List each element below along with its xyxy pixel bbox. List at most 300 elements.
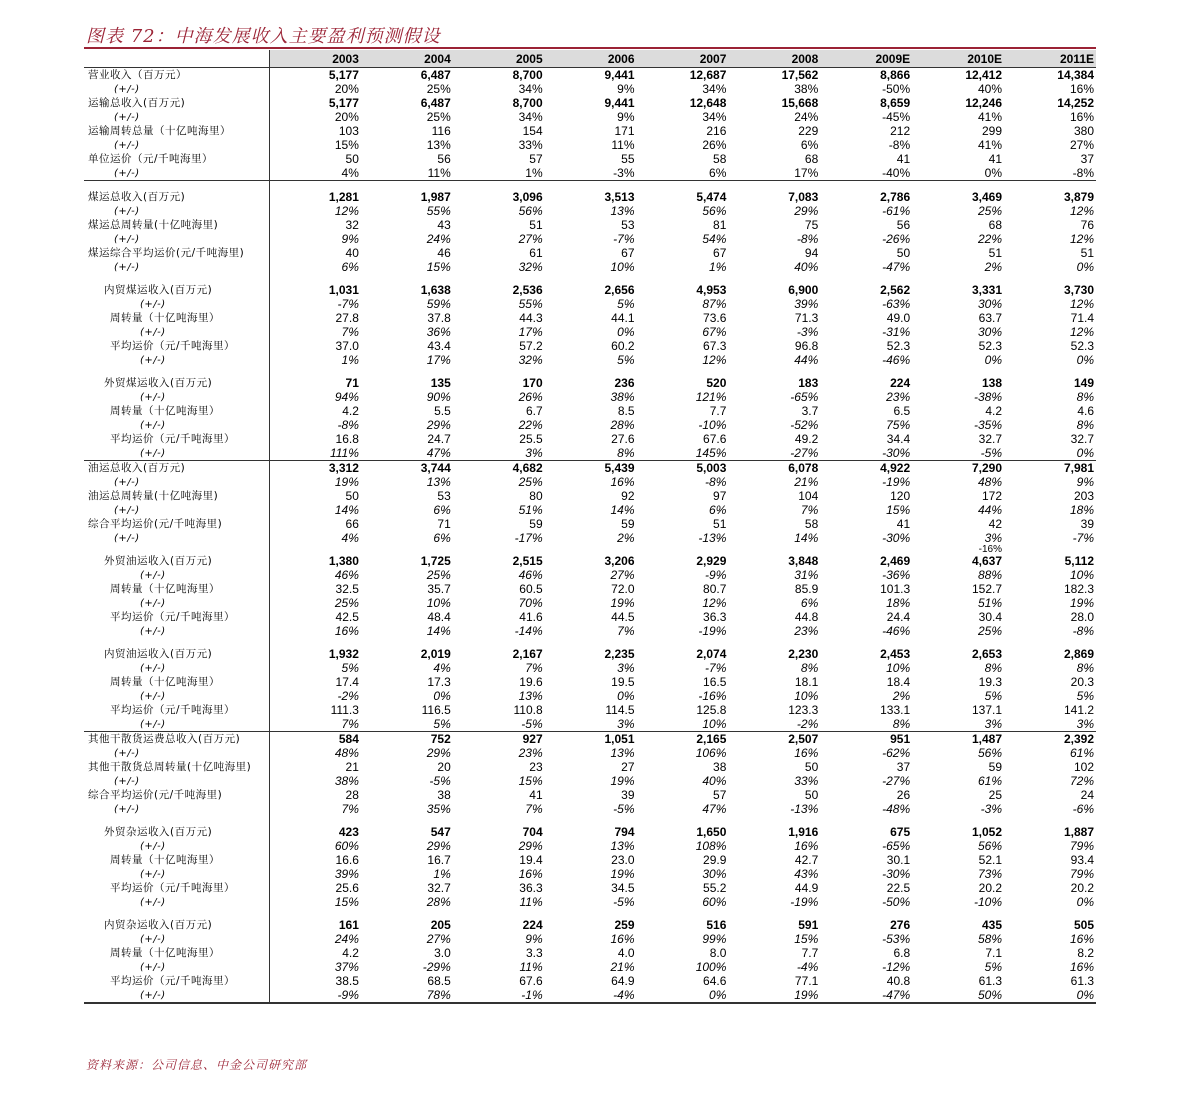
value-cell: 37.0 [335,338,359,353]
value-cell: 224 [522,917,543,932]
row-label: (+/-) [84,988,269,1003]
row-label: (+/-) [84,932,269,946]
value-cell: 7.7 [709,403,727,418]
value-cell: 5% [617,296,635,311]
value-cell: 41 [529,787,543,802]
value-cell: 3.3 [525,945,543,960]
value-cell [453,545,545,554]
value-cell: 106% [695,745,727,760]
spacer-row [84,545,1096,554]
value-cell: 39 [1080,516,1094,531]
value-cell: 36.3 [703,609,727,624]
table-row [84,839,1096,853]
row-label: 煤运总收入(百万元) [84,190,269,204]
value-cell: 24% [334,931,359,946]
value-cell: 36.3 [519,880,543,895]
value-cell: 2% [617,530,635,545]
value-cell: 6% [433,530,451,545]
row-label: 周转量（十亿吨海里） [84,853,269,867]
value-cell: 30.1 [886,852,911,867]
table-row [84,825,1096,839]
value-cell: -13% [698,530,727,545]
table-row [84,232,1096,246]
value-cell: 87% [702,296,727,311]
row-label [84,638,269,647]
value-cell: 34% [702,81,727,96]
value-cell: -12% [882,959,911,974]
value-cell: 12% [1069,296,1094,311]
table-row [84,218,1096,232]
row-label: 平均运价（元/千吨海里） [84,703,269,717]
value-cell: 380 [1073,123,1094,138]
value-cell: 25% [334,595,359,610]
value-cell: 17% [728,166,820,181]
value-cell: 50 [804,759,819,774]
value-cell: 5% [984,959,1003,974]
value-cell: 17.3 [427,674,451,689]
table-row [84,503,1096,517]
value-cell: 41 [988,151,1003,166]
value-cell: 6,900 [788,282,819,297]
value-cell: -5% [613,801,635,816]
value-cell: 171 [614,123,635,138]
row-label: (+/-) [84,110,269,124]
value-cell: 3,206 [604,553,635,568]
value-cell: 51 [529,217,543,232]
value-cell: 25% [426,81,451,96]
table-row [84,624,1096,638]
value-cell: 145% [637,446,729,461]
table-header-row [84,50,1096,68]
value-cell: 2,453 [880,646,911,661]
value-cell: 8.0 [709,945,727,960]
row-label: (+/-) [84,475,269,489]
value-cell: 60% [334,838,359,853]
value-cell: 12% [1069,231,1094,246]
table-row [84,325,1096,339]
value-cell: 27 [621,759,635,774]
value-cell: -27% [728,446,820,461]
value-cell: 38% [334,773,359,788]
value-cell: 13% [426,474,451,489]
value-cell: 111% [269,446,361,461]
value-cell [1004,638,1096,647]
value-cell [820,638,912,647]
value-cell: 2,235 [604,646,635,661]
row-label: (+/-) [84,260,269,274]
table-row [84,582,1096,596]
value-cell: 75 [804,217,819,232]
value-cell: 15% [886,502,911,517]
row-label: (+/-) [84,867,269,881]
value-cell: 1,638 [420,282,451,297]
value-cell: 76 [1080,217,1094,232]
value-cell: 55 [621,151,635,166]
value-cell: 2,074 [696,646,727,661]
value-cell: 205 [430,917,451,932]
value-cell: 40% [977,81,1003,96]
value-cell [912,638,1004,647]
value-cell: 17,562 [781,67,819,82]
value-cell: 11% [519,894,543,909]
value-cell: -16% [698,688,727,703]
value-cell: 16% [794,838,819,853]
value-cell: 9% [617,109,635,124]
value-cell: -52% [790,417,819,432]
value-cell: -7% [1072,530,1094,545]
value-cell: 80.7 [703,581,727,596]
spacer-row [84,909,1096,918]
value-cell: 12% [702,352,727,367]
value-cell [820,909,912,918]
table-row [84,732,1096,747]
value-cell: 224 [890,375,911,390]
value-cell: -5% [912,446,1004,461]
value-cell: 44% [977,502,1003,517]
value-cell: 25% [426,567,451,582]
value-cell: 23% [886,389,911,404]
value-cell: 27.6 [611,431,635,446]
value-cell: 63.7 [978,310,1003,325]
table-row [84,353,1096,367]
value-cell: 4,922 [880,460,911,475]
value-cell: 8% [800,660,819,675]
row-label: (+/-) [84,746,269,760]
value-cell: 26% [702,137,727,152]
table-row [84,788,1096,802]
value-cell: 3,848 [788,553,819,568]
value-cell: 67 [621,245,635,260]
value-cell: 3,096 [512,189,543,204]
table-row [84,110,1096,124]
value-cell: 51% [977,595,1003,610]
value-cell [728,816,820,825]
value-cell: 3.7 [801,403,819,418]
value-cell: 7% [617,623,635,638]
row-label: 平均运价（元/千吨海里） [84,974,269,988]
value-cell: 138 [981,375,1003,390]
row-label: (+/-) [84,839,269,853]
row-label: 内贸煤运收入(百万元) [84,283,269,297]
value-cell: 6.7 [525,403,543,418]
value-cell: 28% [426,894,451,909]
table-row [84,68,1096,83]
row-label: (+/-) [84,166,269,181]
value-cell [361,181,453,191]
value-cell: -47% [882,259,911,274]
value-cell: 1,052 [971,824,1003,839]
table-row [84,432,1096,446]
value-cell: -5% [613,894,635,909]
value-cell: 16% [1069,959,1094,974]
spacer-row [84,181,1096,191]
value-cell: 216 [706,123,727,138]
value-cell: 20% [334,81,359,96]
value-cell: 56% [977,838,1003,853]
row-label [84,909,269,918]
value-cell: 12% [334,203,359,218]
value-cell [453,909,545,918]
value-cell: 3,312 [328,460,359,475]
value-cell: 32.7 [978,431,1003,446]
value-cell [1004,274,1096,283]
table-row [84,204,1096,218]
value-cell: 57 [529,151,543,166]
value-cell: 53 [437,488,451,503]
value-cell: 16.7 [427,852,451,867]
value-cell: 90% [426,389,451,404]
value-cell: 4.6 [1077,403,1094,418]
value-cell: 60% [702,894,727,909]
value-cell: 61.3 [978,973,1003,988]
value-cell [545,181,637,191]
value-cell [1004,181,1096,191]
value-cell [545,545,637,554]
table-row [84,376,1096,390]
value-cell: 2% [892,688,911,703]
value-cell [269,816,361,825]
value-cell [361,274,453,283]
value-cell: -46% [882,352,911,367]
value-cell: 22% [977,231,1003,246]
value-cell [1004,909,1096,918]
value-cell: 78% [361,988,453,1003]
value-cell: 4,637 [971,553,1003,568]
row-label: 内贸油运收入(百万元) [84,647,269,661]
value-cell: 100% [695,959,727,974]
value-cell: 183 [798,375,819,390]
table-row [84,760,1096,774]
value-cell: 3% [545,717,637,732]
row-label: 运输周转总量（十亿吨海里） [84,124,269,138]
value-cell [637,816,729,825]
row-label: (+/-) [84,138,269,152]
table-row [84,596,1096,610]
value-cell: -40% [820,166,912,181]
spacer-row [84,367,1096,376]
value-cell: 1,031 [328,282,359,297]
value-cell: 29% [426,417,451,432]
value-cell [545,909,637,918]
value-cell: 64.9 [611,973,635,988]
value-cell: 55% [426,203,451,218]
row-label: 外贸油运收入(百万元) [84,554,269,568]
value-cell [728,909,820,918]
value-cell: 259 [614,917,635,932]
value-cell: 30.4 [978,609,1003,624]
row-label [84,367,269,376]
row-label [84,181,269,191]
value-cell: 4.2 [985,403,1003,418]
row-label: 油运总收入(百万元) [84,461,269,476]
value-cell: 17% [426,352,451,367]
value-cell: -13% [790,801,819,816]
table-row [84,675,1096,689]
value-cell: 3% [912,717,1004,732]
value-cell [453,638,545,647]
table-row [84,418,1096,432]
value-cell: 1,380 [328,553,359,568]
value-cell: 4% [433,660,451,675]
value-cell: 3.0 [434,945,451,960]
value-cell: 19% [1069,595,1094,610]
value-cell: -65% [790,389,819,404]
row-label: 其他干散货运费总收入(百万元) [84,732,269,747]
value-cell: 67% [702,324,727,339]
value-cell: -7% [613,231,635,246]
value-cell: 1,051 [604,731,635,746]
value-cell: 18.4 [886,674,911,689]
value-cell: 123.3 [788,702,819,717]
value-cell: 14% [610,502,635,517]
value-cell: 19% [610,773,635,788]
value-cell: 101.3 [880,581,911,596]
value-cell: -9% [705,567,727,582]
value-cell: 29.9 [703,852,727,867]
value-cell: 133.1 [880,702,911,717]
value-cell: 57.2 [519,338,543,353]
value-cell: 3% [453,446,545,461]
value-cell: 40.8 [886,973,911,988]
value-cell: 15% [518,773,543,788]
table-row [84,554,1096,568]
value-cell: 42.5 [335,609,359,624]
value-cell: 50 [804,787,819,802]
value-cell: 5,112 [1064,553,1094,568]
value-cell: 10% [426,595,451,610]
value-cell: 14,252 [1057,95,1094,110]
value-cell: 0% [617,688,635,703]
value-cell: 18% [886,595,911,610]
value-cell: 8,700 [512,67,543,82]
value-cell: 4.2 [342,403,359,418]
value-cell: 23% [794,623,819,638]
value-cell: 13% [610,745,635,760]
value-cell: 39% [334,866,359,881]
value-cell [637,545,729,554]
value-cell [361,816,453,825]
table-row [84,82,1096,96]
value-cell: 1% [453,166,545,181]
value-cell: 141.2 [1063,702,1094,717]
row-label: 内贸杂运收入(百万元) [84,918,269,932]
value-cell: -27% [882,773,911,788]
value-cell: 94% [334,389,359,404]
table-row [84,918,1096,932]
table-row [84,988,1096,1003]
table-row [84,246,1096,260]
value-cell: 81 [713,217,727,232]
value-cell: 19% [728,988,820,1003]
value-cell: 2,929 [696,553,727,568]
value-cell: 0% [912,166,1004,181]
value-cell: 40% [702,773,727,788]
row-label: (+/-) [84,297,269,311]
header-year: 2006 [545,50,637,68]
value-cell: 99% [702,931,727,946]
value-cell [453,816,545,825]
header-year: 2003 [269,50,361,68]
table-row [84,746,1096,760]
value-cell: 4.0 [617,945,635,960]
header-label-cell [84,50,269,68]
value-cell: 9% [617,81,635,96]
value-cell: 16.8 [335,431,359,446]
value-cell [1004,367,1096,376]
value-cell: 28% [610,417,635,432]
value-cell [545,816,637,825]
value-cell: 6% [341,259,359,274]
value-cell: 48% [977,474,1003,489]
value-cell: 46% [518,567,543,582]
value-cell: 19.4 [519,852,543,867]
value-cell [361,638,453,647]
value-cell: 3,469 [971,189,1003,204]
value-cell: 3% [984,530,1003,545]
value-cell: -3% [980,801,1003,816]
row-label: 平均运价（元/千吨海里） [84,610,269,624]
value-cell: 27% [426,931,451,946]
value-cell: 49.0 [886,310,911,325]
value-cell: 2,656 [604,282,635,297]
value-cell: -6% [1072,801,1094,816]
value-cell: 32.5 [335,581,359,596]
table-row [84,960,1096,974]
value-cell: 25.5 [519,431,543,446]
row-label: (+/-) [84,531,269,545]
value-cell [728,545,820,554]
value-cell: -45% [882,109,911,124]
value-cell [728,274,820,283]
value-cell: 25.6 [335,880,359,895]
value-cell: 5.5 [434,403,451,418]
value-cell: -10% [974,894,1003,909]
value-cell: 675 [890,824,911,839]
table-row [84,881,1096,895]
row-label: (+/-) [84,689,269,703]
value-cell: 29% [426,745,451,760]
table-row [84,647,1096,661]
row-label: 外贸杂运收入(百万元) [84,825,269,839]
value-cell: 51 [713,516,727,531]
value-cell: 3% [1004,717,1096,732]
value-cell: 37% [334,959,359,974]
value-cell: -50% [882,81,911,96]
value-cell: 17.4 [335,674,359,689]
value-cell: 71.3 [794,310,819,325]
value-cell: 34% [702,109,727,124]
value-cell: -19% [882,474,911,489]
value-cell: 3,513 [604,189,635,204]
value-cell [545,274,637,283]
row-label: (+/-) [84,446,269,461]
header-year: 2008 [728,50,820,68]
value-cell: 516 [706,917,727,932]
value-cell: 25% [977,203,1003,218]
value-cell: 32% [518,259,543,274]
value-cell: 299 [981,123,1003,138]
value-cell: 50% [912,988,1004,1003]
value-cell: 203 [1073,488,1094,503]
value-cell: 85.9 [794,581,819,596]
value-cell: 6% [433,502,451,517]
value-cell: 34% [518,109,543,124]
value-cell: 15% [794,931,819,946]
value-cell: 72% [1069,773,1094,788]
value-cell: 56 [896,217,911,232]
value-cell: -14% [514,623,543,638]
value-cell: 7,981 [1063,460,1094,475]
